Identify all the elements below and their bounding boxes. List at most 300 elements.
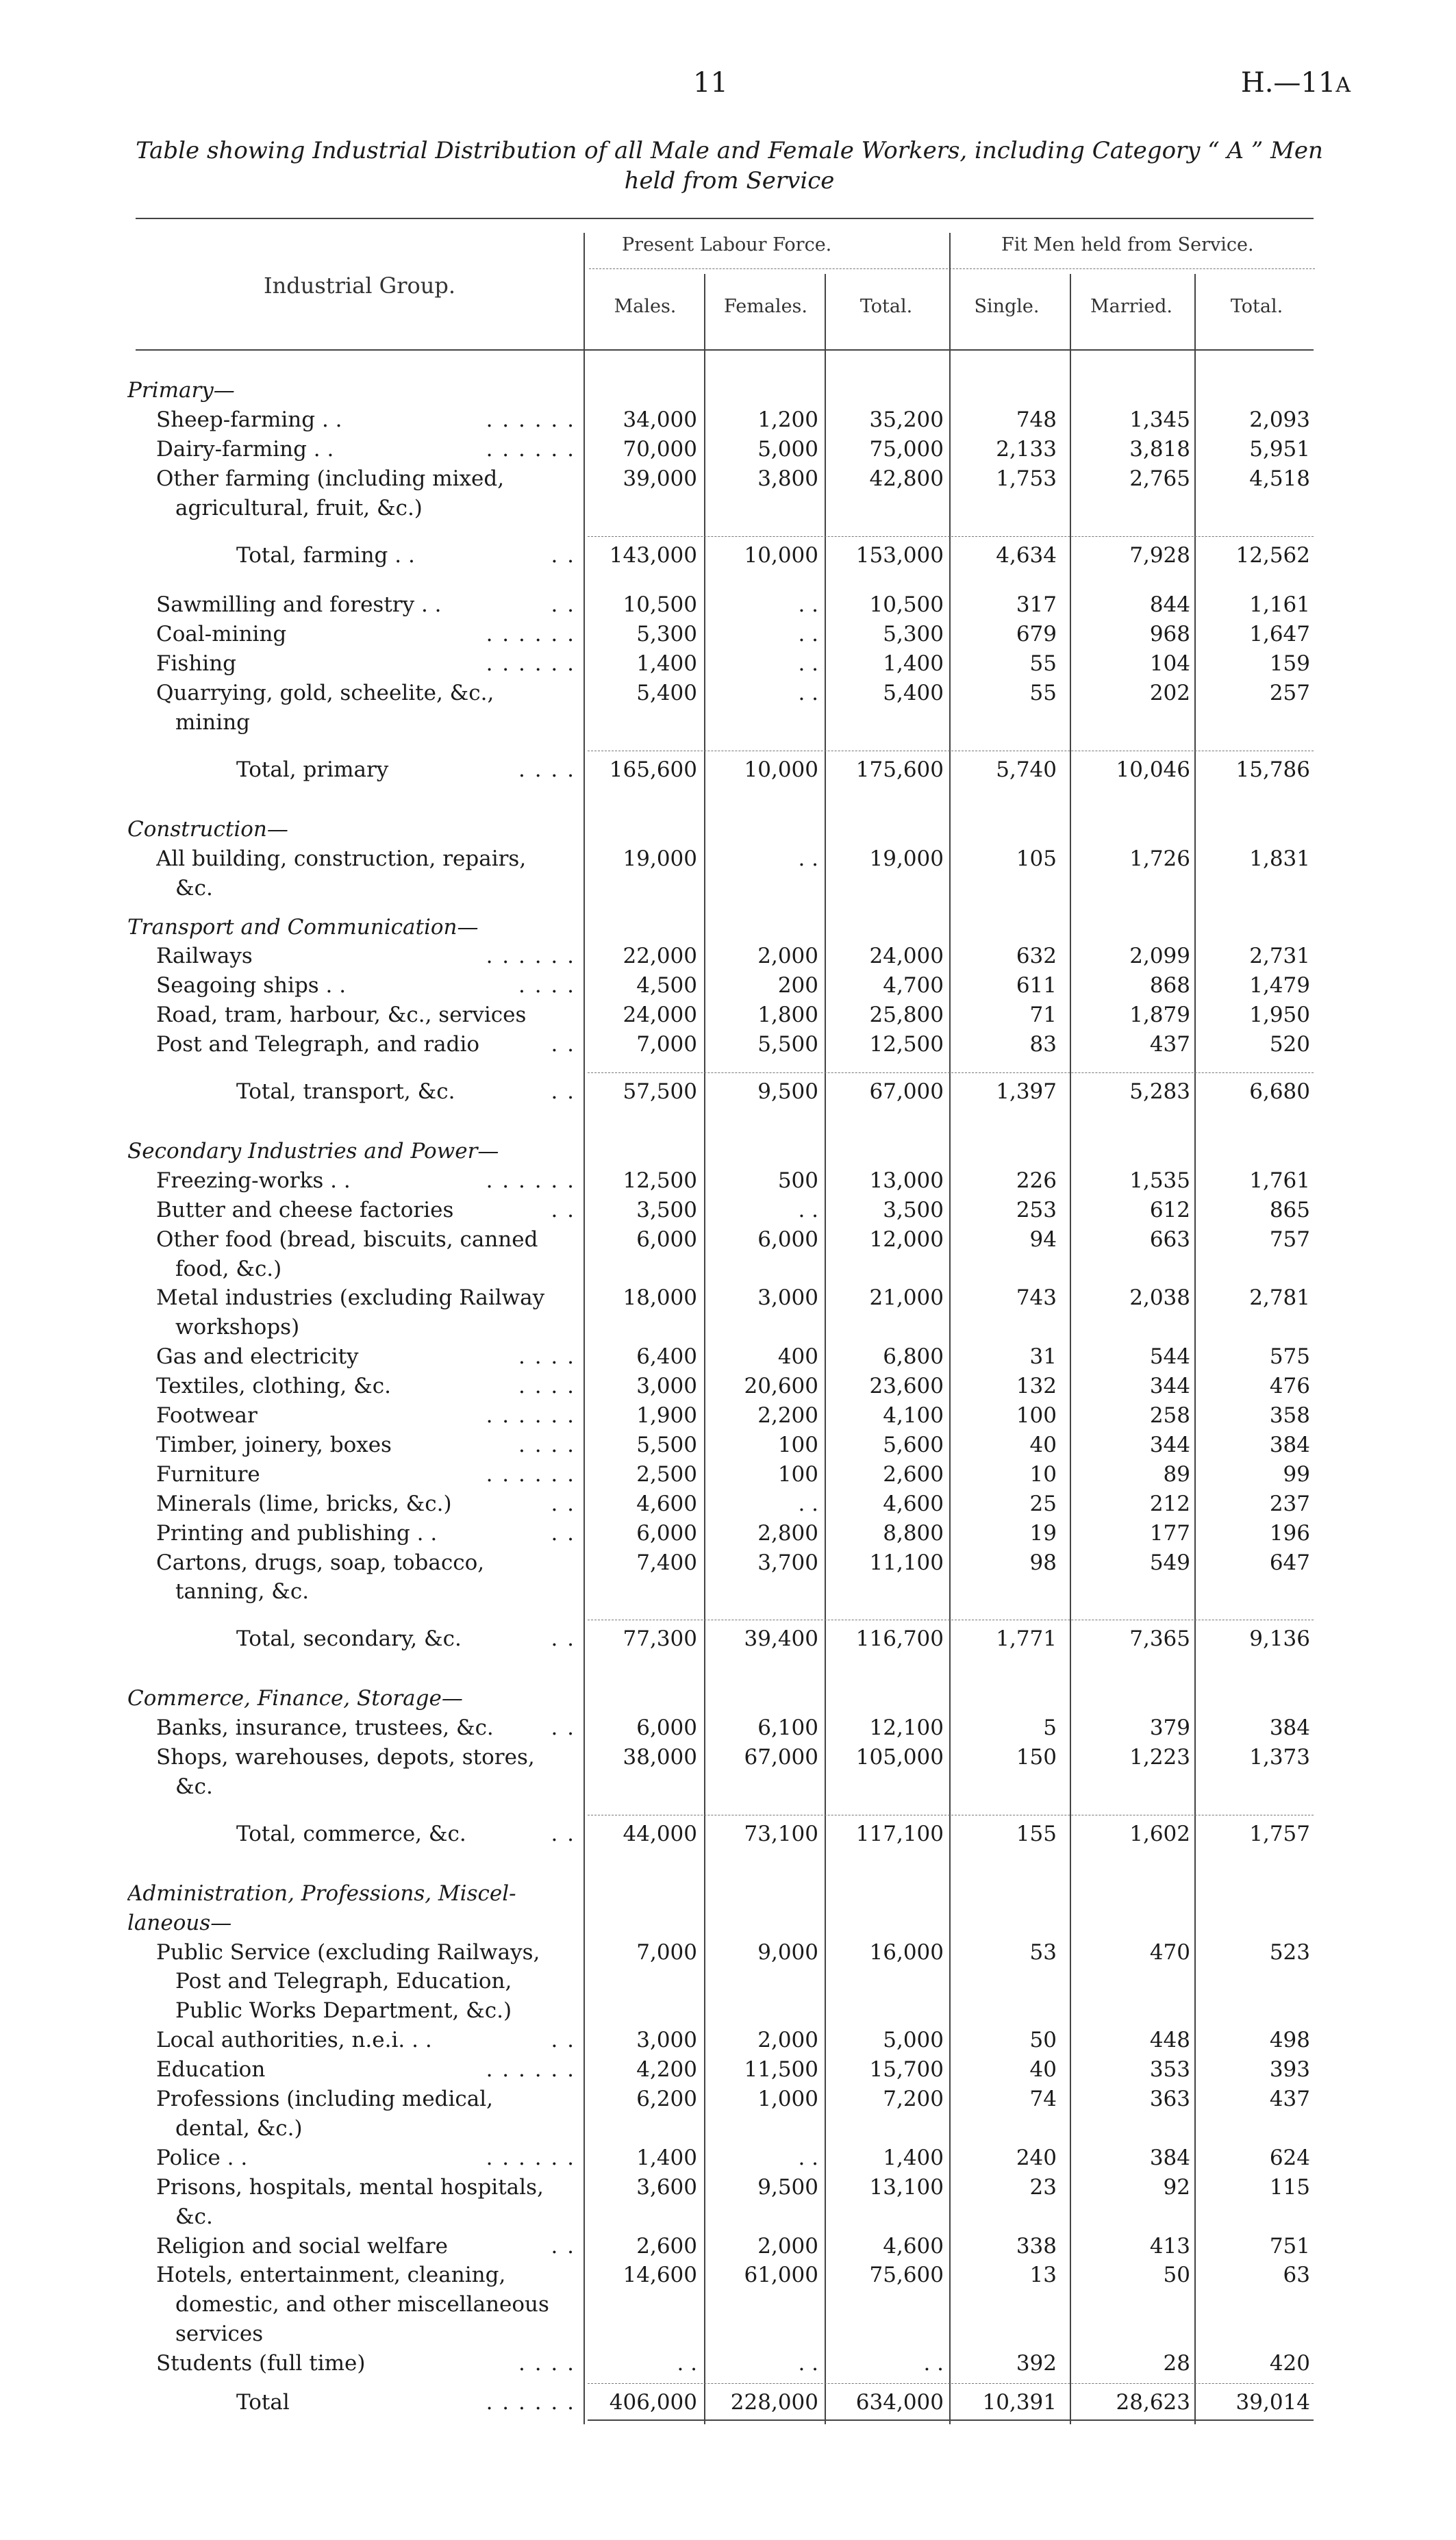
row-label: Total (236, 2390, 290, 2415)
labour-total-cell: 4,600 (883, 1491, 944, 1516)
females-cell: 1,000 (757, 2087, 818, 2111)
fit-total-cell: 1,950 (1249, 1003, 1310, 1028)
males-cell: 14,600 (623, 2263, 697, 2288)
males-cell: 3,000 (636, 1374, 697, 1399)
females-cell: 67,000 (744, 1745, 818, 1770)
single-cell: 19 (1029, 1520, 1057, 1546)
table-row (0, 2260, 1456, 2290)
labour-total-cell: 1,400 (883, 651, 944, 677)
row-label: Furniture (156, 1461, 260, 1487)
males-cell: . . (677, 2351, 697, 2376)
males-cell: 10,500 (623, 592, 697, 618)
table-row (0, 2289, 1456, 2319)
fit-total-cell: 9,136 (1249, 1626, 1310, 1652)
females-cell: 200 (777, 973, 818, 998)
single-cell: 10 (1029, 1461, 1057, 1487)
fit-total-cell: 498 (1269, 2028, 1310, 2053)
table-row (0, 1742, 1456, 1772)
single-cell: 83 (1029, 1032, 1057, 1057)
labour-total-cell: 67,000 (869, 1079, 944, 1104)
males-cell: 5,400 (636, 681, 697, 706)
single-cell: 5,740 (996, 757, 1057, 782)
table-row (0, 1166, 1456, 1196)
males-cell: 6,000 (636, 1715, 697, 1741)
fit-total-cell: 1,761 (1249, 1168, 1310, 1193)
table-row (0, 941, 1456, 971)
married-cell: 7,928 (1129, 542, 1190, 568)
married-cell: 50 (1163, 2263, 1190, 2288)
males-cell: 3,600 (636, 2174, 697, 2200)
fit-total-cell: 520 (1269, 1032, 1310, 1057)
females-cell: 9,500 (757, 1079, 818, 1104)
married-cell: 549 (1149, 1550, 1190, 1575)
females-cell: 1,800 (757, 1003, 818, 1028)
leader-dots: . . . . (518, 2351, 575, 2376)
males-cell: 3,000 (636, 2028, 697, 2053)
married-cell: 2,765 (1129, 466, 1190, 491)
married-cell: 844 (1149, 592, 1190, 618)
labour-total-cell: 24,000 (869, 944, 944, 969)
fit-total-cell: 1,831 (1249, 846, 1310, 871)
labour-total-cell: 42,800 (869, 466, 944, 491)
table-row (0, 619, 1456, 649)
table-row (0, 1713, 1456, 1743)
males-cell: 18,000 (623, 1285, 697, 1311)
females-cell: 10,000 (744, 757, 818, 782)
leader-dots: . . (551, 1032, 575, 1057)
labour-total-cell: 153,000 (855, 542, 944, 568)
table-row (0, 678, 1456, 708)
labour-total-cell: 4,100 (883, 1403, 944, 1428)
labour-total-cell: 12,100 (869, 1715, 944, 1741)
labour-total-cell: 75,600 (869, 2263, 944, 2288)
table-row (0, 2025, 1456, 2055)
table-row (0, 873, 1456, 903)
single-cell: 632 (1016, 944, 1057, 969)
total-row (0, 540, 1456, 570)
males-cell: 77,300 (623, 1626, 697, 1652)
females-cell: 100 (777, 1432, 818, 1457)
females-cell: 100 (777, 1461, 818, 1487)
married-cell: 177 (1149, 1520, 1190, 1546)
row-label: Professions (including medical, (156, 2087, 494, 2111)
females-cell: . . (798, 2351, 818, 2376)
section-heading-row (0, 375, 1456, 405)
males-cell: 143,000 (609, 542, 697, 568)
table-row (0, 1772, 1456, 1802)
fit-total-cell: 1,373 (1249, 1745, 1310, 1770)
females-cell: 9,500 (757, 2174, 818, 2200)
fit-total-cell: 237 (1269, 1491, 1310, 1516)
single-cell: 98 (1029, 1550, 1057, 1575)
females-cell: 11,500 (744, 2057, 818, 2083)
fit-total-cell: 757 (1269, 1227, 1310, 1252)
single-cell: 10,391 (982, 2390, 1057, 2415)
table-row (0, 1996, 1456, 2026)
labour-total-cell: 4,700 (883, 973, 944, 998)
single-cell: 55 (1029, 681, 1057, 706)
leader-dots: . . . . . . (486, 2145, 575, 2170)
row-label: Total, transport, &c. (236, 1079, 455, 1104)
row-label: Quarrying, gold, scheelite, &c., (156, 681, 494, 706)
row-label: Cartons, drugs, soap, tobacco, (156, 1550, 485, 1575)
males-cell: 12,500 (623, 1168, 697, 1193)
table-row (0, 970, 1456, 1001)
row-label: Administration, Professions, Miscel- (127, 1881, 516, 1906)
females-cell: 9,000 (757, 1939, 818, 1965)
reference-suffix: A (1335, 73, 1351, 97)
males-cell: 5,500 (636, 1432, 697, 1457)
married-cell: 3,818 (1129, 436, 1190, 462)
table-row (0, 405, 1456, 435)
fit-total-cell: 865 (1269, 1197, 1310, 1222)
fit-total-cell: 39,014 (1235, 2390, 1310, 2415)
fit-total-cell: 647 (1269, 1550, 1310, 1575)
leader-dots: . . . . (518, 1374, 575, 1399)
leader-dots: . . . . . . (486, 1461, 575, 1487)
labour-total-cell: 5,600 (883, 1432, 944, 1457)
fit-total-cell: 196 (1269, 1520, 1310, 1546)
row-label: Banks, insurance, trustees, &c. (156, 1715, 494, 1741)
married-cell: 10,046 (1116, 757, 1190, 782)
males-cell: 5,300 (636, 622, 697, 647)
single-cell: 679 (1016, 622, 1057, 647)
row-label: Post and Telegraph, Education, (175, 1969, 512, 1994)
row-label: &c. (175, 1774, 213, 1799)
married-cell: 448 (1149, 2028, 1190, 2053)
row-label: Hotels, entertainment, cleaning, (156, 2263, 506, 2288)
table-row (0, 1312, 1456, 1342)
table-row (0, 649, 1456, 679)
table-row (0, 434, 1456, 464)
single-cell: 748 (1016, 407, 1057, 432)
header-married: Married. (1090, 296, 1173, 317)
married-cell: 104 (1149, 651, 1190, 677)
single-cell: 1,753 (996, 466, 1057, 491)
females-cell: 6,000 (757, 1227, 818, 1252)
labour-total-cell: 8,800 (883, 1520, 944, 1546)
table-row (0, 1489, 1456, 1519)
married-cell: 413 (1149, 2233, 1190, 2259)
females-cell: . . (798, 622, 818, 647)
males-cell: 70,000 (623, 436, 697, 462)
females-cell: 2,200 (757, 1403, 818, 1428)
single-cell: 23 (1029, 2174, 1057, 2200)
females-cell: 3,000 (757, 1285, 818, 1311)
females-cell: 73,100 (744, 1821, 818, 1846)
females-cell: 5,000 (757, 436, 818, 462)
labour-total-cell: 15,700 (869, 2057, 944, 2083)
single-cell: 743 (1016, 1285, 1057, 1311)
title-line-2: held from Service (624, 167, 835, 194)
leader-dots: . . . . . . (486, 1168, 575, 1193)
leader-dots: . . . . (518, 757, 575, 782)
males-cell: 165,600 (609, 757, 697, 782)
row-label: Education (156, 2057, 266, 2083)
leader-dots: . . . . . . (486, 2390, 575, 2415)
single-cell: 338 (1016, 2233, 1057, 2259)
married-cell: 1,879 (1129, 1003, 1190, 1028)
table-row (0, 464, 1456, 494)
males-cell: 406,000 (609, 2390, 697, 2415)
table-row (0, 2202, 1456, 2232)
labour-total-cell: 7,200 (883, 2087, 944, 2111)
section-heading-row (0, 1908, 1456, 1938)
page-number: 11 (693, 67, 728, 99)
males-cell: 1,400 (636, 2145, 697, 2170)
labour-total-cell: 25,800 (869, 1003, 944, 1028)
labour-total-cell: 23,600 (869, 1374, 944, 1399)
labour-total-cell: 116,700 (855, 1626, 944, 1652)
leader-dots: . . (551, 1520, 575, 1546)
married-cell: 2,038 (1129, 1285, 1190, 1311)
leader-dots: . . . . (518, 973, 575, 998)
leader-dots: . . (551, 542, 575, 568)
row-label: Sawmilling and forestry . . (156, 592, 442, 618)
labour-total-cell: 175,600 (855, 757, 944, 782)
total-rule (588, 1072, 1314, 1073)
header-labour-total: Total. (859, 296, 913, 317)
single-cell: 1,771 (996, 1626, 1057, 1652)
married-cell: 384 (1149, 2145, 1190, 2170)
row-label: Road, tram, harbour, &c., services (156, 1003, 527, 1028)
row-label: Total, secondary, &c. (236, 1626, 462, 1652)
labour-total-cell: 12,500 (869, 1032, 944, 1057)
females-cell: 5,500 (757, 1032, 818, 1057)
females-cell: 10,000 (744, 542, 818, 568)
married-cell: 28 (1163, 2351, 1190, 2376)
females-cell: . . (798, 846, 818, 871)
row-label: Textiles, clothing, &c. (156, 1374, 391, 1399)
table-row (0, 844, 1456, 874)
married-cell: 28,623 (1116, 2390, 1190, 2415)
fit-total-cell: 1,647 (1249, 622, 1310, 647)
single-cell: 226 (1016, 1168, 1057, 1193)
leader-dots: . . . . . . (486, 2057, 575, 2083)
fit-total-cell: 115 (1269, 2174, 1310, 2200)
fit-total-cell: 393 (1269, 2057, 1310, 2083)
header-top-rule (136, 218, 1314, 219)
table-row (0, 1224, 1456, 1255)
table-row (0, 2054, 1456, 2085)
single-cell: 40 (1029, 2057, 1057, 2083)
row-label: services (175, 2322, 264, 2347)
fit-total-cell: 1,757 (1249, 1821, 1310, 1846)
total-row (0, 755, 1456, 785)
row-label: Railways (156, 944, 253, 969)
leader-dots: . . . . . . (486, 407, 575, 432)
row-label: Public Service (excluding Railways, (156, 1939, 540, 1965)
males-cell: 24,000 (623, 1003, 697, 1028)
fit-total-cell: 751 (1269, 2233, 1310, 2259)
row-label: Total, farming . . (236, 542, 415, 568)
single-cell: 40 (1029, 1432, 1057, 1457)
married-cell: 968 (1149, 622, 1190, 647)
row-label: laneous— (127, 1910, 232, 1935)
single-cell: 25 (1029, 1491, 1057, 1516)
single-cell: 50 (1029, 2028, 1057, 2053)
males-cell: 39,000 (623, 466, 697, 491)
header-industrial-group: Industrial Group. (264, 273, 456, 299)
header-single: Single. (974, 296, 1040, 317)
leader-dots: . . . . (518, 1344, 575, 1370)
total-row (0, 1624, 1456, 1654)
males-cell: 6,000 (636, 1227, 697, 1252)
table-row (0, 1283, 1456, 1313)
single-cell: 105 (1016, 846, 1057, 871)
section-heading-row (0, 1136, 1456, 1166)
married-cell: 92 (1163, 2174, 1190, 2200)
labour-total-cell: 13,000 (869, 1168, 944, 1193)
males-cell: 7,400 (636, 1550, 697, 1575)
leader-dots: . . (551, 2028, 575, 2053)
married-cell: 363 (1149, 2087, 1190, 2111)
males-cell: 44,000 (623, 1821, 697, 1846)
married-cell: 612 (1149, 1197, 1190, 1222)
married-cell: 663 (1149, 1227, 1190, 1252)
row-label: Secondary Industries and Power— (127, 1138, 499, 1164)
single-cell: 53 (1029, 1939, 1057, 1965)
row-label: Local authorities, n.e.i. . . (156, 2028, 432, 2053)
row-label: workshops) (175, 1315, 300, 1340)
single-cell: 1,397 (996, 1079, 1057, 1104)
row-label: agricultural, fruit, &c.) (175, 495, 423, 520)
section-heading-row (0, 1878, 1456, 1909)
table-row (0, 2348, 1456, 2378)
labour-total-cell: 21,000 (869, 1285, 944, 1311)
table-row (0, 2143, 1456, 2173)
table-row (0, 1548, 1456, 1578)
table-row (0, 2113, 1456, 2143)
table-row (0, 590, 1456, 620)
married-cell: 1,535 (1129, 1168, 1190, 1193)
labour-total-cell: 12,000 (869, 1227, 944, 1252)
males-cell: 1,400 (636, 651, 697, 677)
title-line-1: Table showing Industrial Distribution of all Male and Female Workers, including Category “ A ” Men (136, 137, 1323, 164)
row-label: Fishing (156, 651, 237, 677)
fit-total-cell: 575 (1269, 1344, 1310, 1370)
labour-total-cell: 6,800 (883, 1344, 944, 1370)
females-cell: 2,000 (757, 944, 818, 969)
fit-total-cell: 1,161 (1249, 592, 1310, 618)
married-cell: 470 (1149, 1939, 1190, 1965)
single-cell: 132 (1016, 1374, 1057, 1399)
married-cell: 2,099 (1129, 944, 1190, 969)
table-row (0, 493, 1456, 523)
females-cell: 228,000 (730, 2390, 818, 2415)
leader-dots: . . (551, 1197, 575, 1222)
leader-dots: . . (551, 2233, 575, 2259)
females-cell: 2,000 (757, 2028, 818, 2053)
females-cell: 20,600 (744, 1374, 818, 1399)
fit-total-cell: 5,951 (1249, 436, 1310, 462)
single-cell: 240 (1016, 2145, 1057, 2170)
single-cell: 71 (1029, 1003, 1057, 1028)
labour-total-cell: 3,500 (883, 1197, 944, 1222)
males-cell: 34,000 (623, 407, 697, 432)
labour-total-cell: 11,100 (869, 1550, 944, 1575)
row-label: &c. (175, 2204, 213, 2229)
row-label: tanning, &c. (175, 1579, 310, 1605)
females-cell: . . (798, 681, 818, 706)
row-label: food, &c.) (175, 1256, 282, 1281)
fit-total-cell: 358 (1269, 1403, 1310, 1428)
table-row (0, 707, 1456, 738)
fit-total-cell: 6,680 (1249, 1079, 1310, 1104)
males-cell: 1,900 (636, 1403, 697, 1428)
married-cell: 89 (1163, 1461, 1190, 1487)
labour-total-cell: 75,000 (869, 436, 944, 462)
fit-total-cell: 99 (1283, 1461, 1310, 1487)
row-label: Religion and social welfare (156, 2233, 448, 2259)
row-label: dental, &c.) (175, 2115, 303, 2141)
leader-dots: . . . . . . (486, 1403, 575, 1428)
table-row (0, 1966, 1456, 1996)
leader-dots: . . (551, 592, 575, 618)
males-cell: 4,600 (636, 1491, 697, 1516)
married-cell: 437 (1149, 1032, 1190, 1057)
row-label: All building, construction, repairs, (156, 846, 527, 871)
row-label: Freezing-works . . (156, 1168, 351, 1193)
row-label: Metal industries (excluding Railway (156, 1285, 545, 1311)
row-label: Timber, joinery, boxes (156, 1432, 392, 1457)
row-label: Coal-mining (156, 622, 287, 647)
labour-total-cell: 35,200 (869, 407, 944, 432)
females-cell: . . (798, 592, 818, 618)
married-cell: 1,223 (1129, 1745, 1190, 1770)
document-reference (1241, 67, 1351, 99)
table-row (0, 1029, 1456, 1059)
females-cell: 2,800 (757, 1520, 818, 1546)
row-label: Gas and electricity (156, 1344, 359, 1370)
row-label: Butter and cheese factories (156, 1197, 454, 1222)
fit-total-cell: 384 (1269, 1715, 1310, 1741)
section-heading-row (0, 1683, 1456, 1713)
leader-dots: . . (551, 1491, 575, 1516)
males-cell: 6,000 (636, 1520, 697, 1546)
grand-total-bottom-rule (588, 2419, 1314, 2421)
row-label: &c. (175, 875, 213, 901)
males-cell: 22,000 (623, 944, 697, 969)
single-cell: 317 (1016, 592, 1057, 618)
females-cell: 400 (777, 1344, 818, 1370)
single-cell: 150 (1016, 1745, 1057, 1770)
males-cell: 7,000 (636, 1032, 697, 1057)
males-cell: 7,000 (636, 1939, 697, 1965)
leader-dots: . . (551, 1626, 575, 1652)
females-cell: 2,000 (757, 2233, 818, 2259)
table-row (0, 1195, 1456, 1225)
header-fit-men-held: Fit Men held from Service. (1001, 234, 1254, 255)
header-fit-total: Total. (1230, 296, 1283, 317)
married-cell: 379 (1149, 1715, 1190, 1741)
leader-dots: . . . . (518, 1432, 575, 1457)
females-cell: . . (798, 1197, 818, 1222)
row-label: domestic, and other miscellaneous (175, 2292, 549, 2317)
fit-total-cell: 63 (1283, 2263, 1310, 2288)
married-cell: 258 (1149, 1403, 1190, 1428)
single-cell: 253 (1016, 1197, 1057, 1222)
labour-total-cell: 5,300 (883, 622, 944, 647)
single-cell: 100 (1016, 1403, 1057, 1428)
row-label: Public Works Department, &c.) (175, 1998, 512, 2024)
females-cell: 500 (777, 1168, 818, 1193)
reference-main: H.—11 (1240, 67, 1336, 99)
total-rule (588, 2383, 1314, 2384)
females-cell: 3,700 (757, 1550, 818, 1575)
labour-total-cell: 5,000 (883, 2028, 944, 2053)
row-label: Primary— (127, 378, 235, 403)
